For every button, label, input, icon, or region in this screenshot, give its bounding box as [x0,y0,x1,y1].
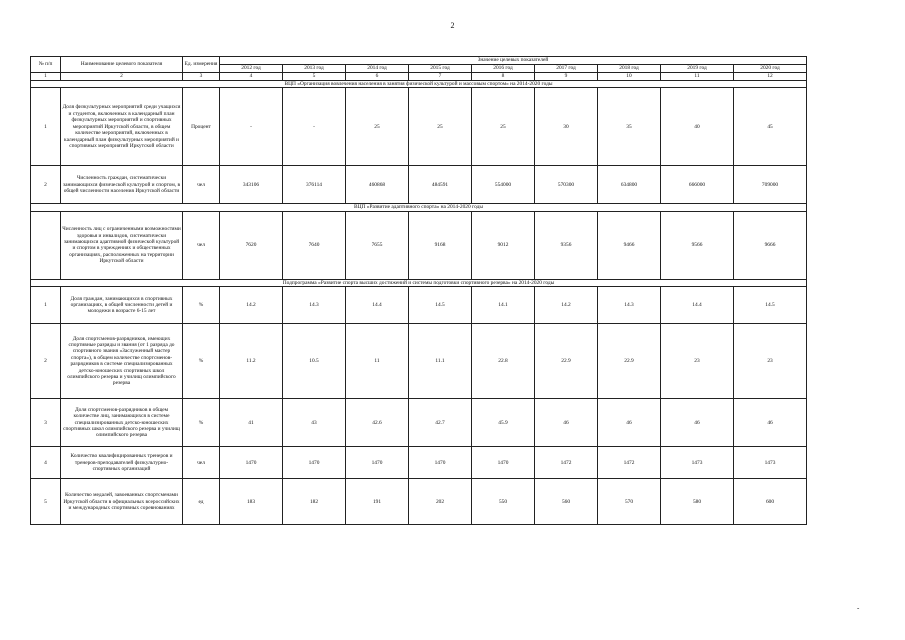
indicator-value: 709000 [734,166,807,204]
indicator-value: 22.9 [535,324,598,399]
indicator-value: 14.2 [535,287,598,324]
indicator-value: 41 [220,399,283,447]
indicator-value: 7640 [283,211,346,279]
header-year: 2018 год [598,65,661,73]
table-row [31,166,807,204]
table-row [31,287,807,324]
indicator-value: 45.9 [472,399,535,447]
indicator-value: 7655 [346,211,409,279]
section-title: ВЦП «Организация вовлечения населения в занятия физической культурой и массовым спортом» на 2014-2020 годы [31,81,807,88]
indicator-value: 46 [535,399,598,447]
header-col-index: 4 [220,73,283,81]
header-col-index: 9 [535,73,598,81]
header-year: 2014 год [346,65,409,73]
indicator-unit: чел [183,166,220,204]
indicator-unit: Процент [183,88,220,166]
header-col-index: 10 [598,73,661,81]
indicator-name: Доля граждан, занимающихся в спортивных организациях, в общей численности детей и молодежи в возрасте 6-15 лет [61,287,183,324]
indicator-value: 554000 [472,166,535,204]
row-number: 1 [31,88,61,166]
header-col-index: 1 [31,73,61,81]
indicator-value: 634800 [598,166,661,204]
indicator-value: 25 [472,88,535,166]
header-col-index: 2 [61,73,183,81]
row-number: 1 [31,287,61,324]
indicator-value: 1470 [409,447,472,479]
page-number: 2 [450,21,455,30]
indicator-value: 9012 [472,211,535,279]
indicator-value: 191 [346,479,409,525]
indicator-value: 14.3 [598,287,661,324]
table-row [31,88,807,166]
indicator-value: 580 [661,479,734,525]
header-year: 2017 год [535,65,598,73]
indicator-value: 45 [734,88,807,166]
indicator-value: 550 [472,479,535,525]
indicator-name: Численность граждан, систематически занимающихся физической культурой и спортом, в общей численности населения Иркутской области [61,166,183,204]
section-title: ВЦП «Развитие адаптивного спорта» на 2014-2020 годы [31,204,807,211]
header-index-row [31,73,807,81]
header-col-index: 6 [346,73,409,81]
indicator-value: 14.5 [409,287,472,324]
indicator-value: 11.2 [220,324,283,399]
indicator-unit: % [183,287,220,324]
indicator-value: 570 [598,479,661,525]
indicator-value: 182 [283,479,346,525]
indicator-value: 42.7 [409,399,472,447]
header-col-index: 8 [472,73,535,81]
indicator-value: 10.5 [283,324,346,399]
indicator-value: 600 [734,479,807,525]
header-col-index: 11 [661,73,734,81]
header-col-index: 3 [183,73,220,81]
indicator-value: 25 [346,88,409,166]
indicator-value: 14.1 [472,287,535,324]
indicator-unit: % [183,324,220,399]
indicator-value: 376114 [283,166,346,204]
indicator-name: Доля физкультурных мероприятий среди учащихся и студентов, включенных в календарный план физкультурных мероприятий и спортивных мероприятий Иркутской области, в общем количестве мероприятий, включенных в календарный план физкультурных мероприятий и спортивных мероприятий Иркутской области [61,88,183,166]
indicator-value: 46 [598,399,661,447]
header-col-index: 12 [734,73,807,81]
row-number: 4 [31,447,61,479]
indicator-value: 1473 [734,447,807,479]
indicator-value: 1470 [472,447,535,479]
indicator-name: Доля спортсменов-разрядников, имеющих спортивные разряды и звания (от 1 разряда до спортивного звания «Заслуженный мастер спорта»), в общем количестве спортсменов-разрядников в системе специализированных детско-юношеских спортивных школ олимпийского резерва и училищ олимпийского резерва [61,324,183,399]
indicator-value: 14.5 [734,287,807,324]
row-number: 2 [31,324,61,399]
header-values-title: Значение целевых показателей [220,57,807,65]
indicator-name: Доля спортсменов-разрядников в общем количестве лиц, занимающихся в системе специализированных детско-юношеских спортивных школ олимпийского резерва и училищ олимпийского резерва [61,399,183,447]
indicator-value: 42.6 [346,399,409,447]
header-name: Наименование целевого показателя [61,57,183,73]
section-row [31,204,807,211]
indicator-value: 46 [661,399,734,447]
indicator-value: 35 [598,88,661,166]
row-number: 3 [31,399,61,447]
header-num: № п/п [31,57,61,73]
indicator-value: 570300 [535,166,598,204]
indicator-unit: ед [183,479,220,525]
header-year: 2019 год [661,65,734,73]
header-unit: Ед. измерения [183,57,220,73]
row-number [31,211,61,279]
row-number: 5 [31,479,61,525]
indicator-name: Количество медалей, завоеванных спортсменами Иркутской области в официальных всероссийских и международных спортивных соревнованиях [61,479,183,525]
indicator-value: 46 [734,399,807,447]
indicator-name: Количество квалифицированных тренеров и тренеров-преподавателей физкультурно-спортивных организаций [61,447,183,479]
indicator-value: 14.4 [346,287,409,324]
indicator-value: 22.9 [598,324,661,399]
indicator-value: 1470 [283,447,346,479]
stray-mark: - [857,604,860,612]
indicator-value: 1472 [535,447,598,479]
indicator-value: 14.3 [283,287,346,324]
header-year: 2015 год [409,65,472,73]
indicator-value: 460868 [346,166,409,204]
header-col-index: 7 [409,73,472,81]
indicator-value: 9168 [409,211,472,279]
section-row [31,81,807,88]
indicator-value: 11 [346,324,409,399]
indicator-value: 560 [535,479,598,525]
indicator-value: 9356 [535,211,598,279]
indicator-value: 1473 [661,447,734,479]
indicator-value: - [283,88,346,166]
section-title: Подпрограмма «Развитие спорта высших достижений и системы подготовки спортивного резерва» на 2014-2020 годы [31,279,807,286]
header-year: 2012 год [220,65,283,73]
indicator-table [30,56,807,525]
indicator-value: 9566 [661,211,734,279]
table-row [31,211,807,279]
indicator-value: 14.2 [220,287,283,324]
indicator-value: 9466 [598,211,661,279]
header-year: 2016 год [472,65,535,73]
section-row [31,279,807,286]
indicator-value: 1470 [220,447,283,479]
table-row [31,479,807,525]
indicator-value: 14.4 [661,287,734,324]
indicator-value: 666000 [661,166,734,204]
indicator-value: 23 [661,324,734,399]
indicator-value: 343106 [220,166,283,204]
indicator-value: 9666 [734,211,807,279]
indicator-value: 30 [535,88,598,166]
indicator-value: 40 [661,88,734,166]
indicator-value: 43 [283,399,346,447]
indicator-unit: чел [183,211,220,279]
table-row [31,399,807,447]
header-year: 2020 год [734,65,807,73]
header-year: 2013 год [283,65,346,73]
table-row [31,324,807,399]
table-row [31,447,807,479]
indicator-value: 484591 [409,166,472,204]
indicator-value: 22.8 [472,324,535,399]
indicator-value: - [220,88,283,166]
indicator-value: 1472 [598,447,661,479]
indicator-unit: чел [183,447,220,479]
indicator-value: 11.1 [409,324,472,399]
indicator-name: Численность лиц с ограниченными возможностями здоровья и инвалидов, систематически занимающихся адаптивной физической культурой и спортом в учреждениях и общественных организациях, расположенных на территории Иркутской области [61,211,183,279]
indicator-value: 7620 [220,211,283,279]
row-number: 2 [31,166,61,204]
header-col-index: 5 [283,73,346,81]
indicator-value: 25 [409,88,472,166]
indicator-value: 202 [409,479,472,525]
indicator-value: 1470 [346,447,409,479]
indicator-value: 23 [734,324,807,399]
indicator-unit: % [183,399,220,447]
indicator-value: 183 [220,479,283,525]
